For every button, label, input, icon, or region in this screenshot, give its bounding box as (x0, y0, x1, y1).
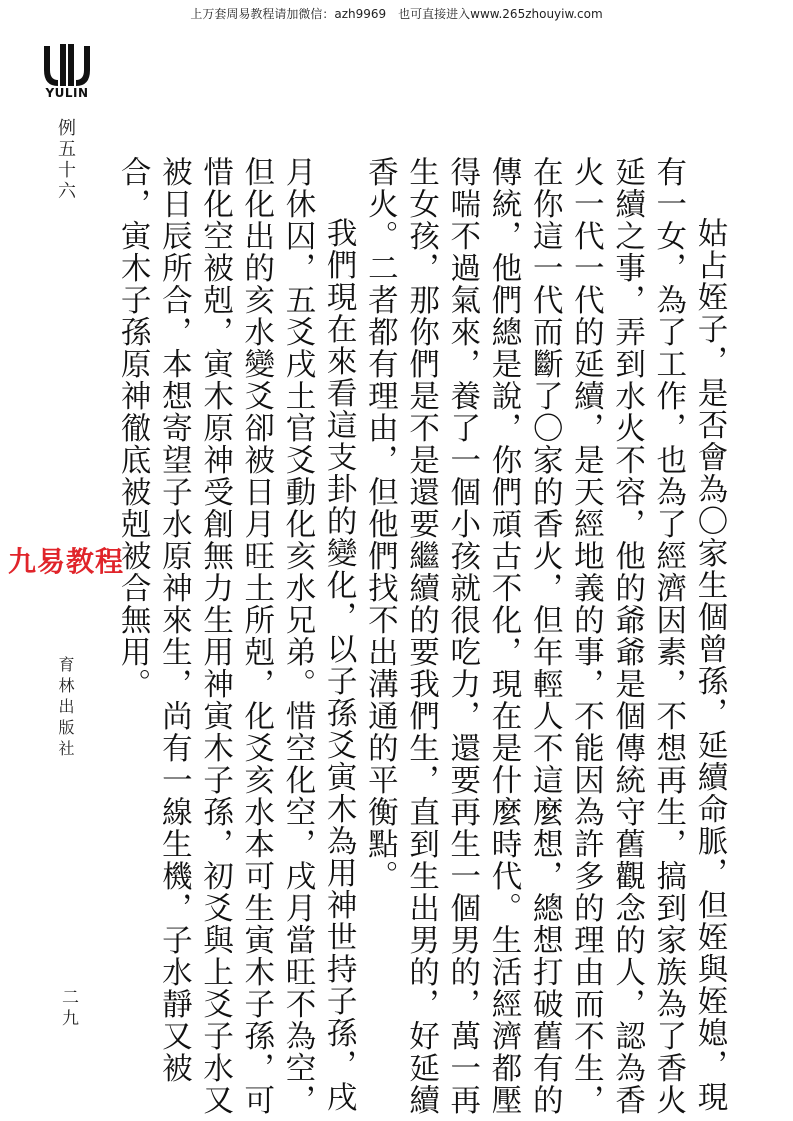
body-text (115, 156, 730, 1116)
header-note: 上万套周易教程请加微信：azh9969 也可直接进入www.265zhouyiw.com (190, 7, 603, 21)
logo-text: YULIN (45, 86, 89, 100)
example-label: 例五十六 (55, 118, 76, 202)
publisher-name: 育林出版社 (56, 656, 75, 761)
watermark: 九易教程 (8, 545, 125, 578)
paragraph: 我們現在來看這支卦的變化，以子孫爻寅木為用神世持子孫，戌月休囚，五爻戌土官爻動化亥水兄弟。惜空化空，戌月當旺不為空，但化出的亥水變爻卻被日月旺土所剋，化爻亥水本可生寅木子孫，可惜化空被剋，寅木原神受創無力生用神寅木子孫，初爻與上爻子水又被日辰所合，本想寄望子水原神來生，尚有一線生機，子水靜又被合，寅木子孫原神徹底被剋被合無用。 (115, 156, 357, 1116)
paragraph: 姑占姪子，是否會為〇家生個曾孫，延續命脈，但姪與姪媳，現有一女，為了工作，也為了經濟因素，不想再生，搞到家族為了香火延續之事，弄到水火不容，他的爺爺是個傳統守舊觀念的人，認為香火一代一代的延續，是天經地義的事，不能因為許多的理由而不生，在你這一代而斷了〇家的香火，但年輕人不這麼想，總想打破舊有的傳統，他們總是說，你們頑古不化，現在是什麼時代。生活經濟都壓得喘不過氣來，養了一個小孩就很吃力，還要再生一個男的，萬一再生女孩，那你們是不是還要繼續的要我們生，直到生出男的，好延續香火。二者都有理由，但他們找不出溝通的平衡點。 (362, 156, 727, 1116)
page-number: 二九 (58, 988, 78, 1030)
